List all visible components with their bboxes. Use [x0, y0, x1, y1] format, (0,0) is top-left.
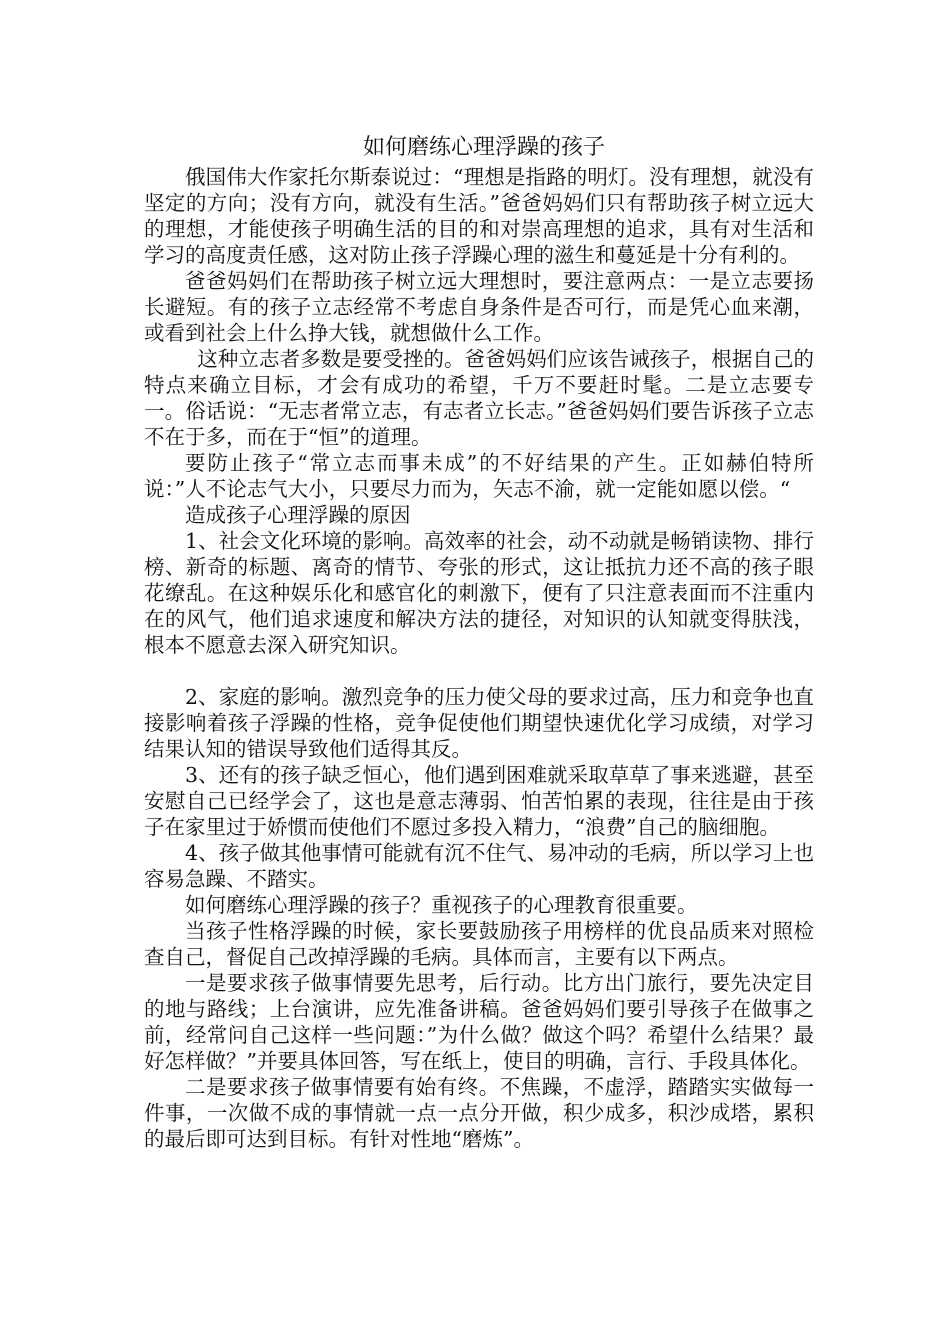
document-body [144, 130, 814, 1152]
paragraph-1: 俄国伟大作家托尔斯泰说过：“理想是指路的明灯。没有理想，就没有坚定的方向；没有方向，就没有生活。”爸爸妈妈们只有帮助孩子树立远大的理想，才能使孩子明确生活的目的和对崇高理想的追求，具有对生活和学习的高度责任感，这对防止孩子浮躁心理的滋生和蔓延是十分有利的。 [144, 165, 814, 267]
document-title: 如何磨练心理浮躁的孩子 [362, 135, 605, 160]
cause-item-3: 3、还有的孩子缺乏恒心，他们遇到困难就采取草草了事来逃避，甚至安慰自己已经学会了，这也是意志薄弱、怕苦怕累的表现，往往是由于孩子在家里过于娇惯而使他们不愿过多投入精力，“浪费”自己的脑细胞。 [144, 763, 814, 839]
paragraph-3: 这种立志者多数是要受挫的。爸爸妈妈们应该告诫孩子，根据自己的特点来确立目标，才会有成功的希望，千万不要赶时髦。二是立志要专一。俗话说：“无志者常立志，有志者立长志。”爸爸妈妈们要告诉孩子立志不在于多，而在于“恒”的道理。 [144, 347, 814, 449]
cause-item-1: 1、社会文化环境的影响。高效率的社会，动不动就是畅销读物、排行榜、新奇的标题、离奇的情节、夸张的形式，这让抵抗力还不高的孩子眼花缭乱。在这种娱乐化和感官化的刺激下，便有了只注意表面而不注重内在的风气，他们追求速度和解决方法的捷径，对知识的认知就变得肤浅，根本不愿意去深入研究知识。 [144, 529, 814, 657]
paragraph-question: 如何磨练心理浮躁的孩子？重视孩子的心理教育很重要。 [185, 893, 698, 917]
paragraph-4: 要防止孩子“常立志而事未成”的不好结果的产生。正如赫伯特所说：”人不论志气大小，只要尽力而为，矢志不渝，就一定能如愿以偿。“ [144, 451, 814, 501]
blank-line [144, 658, 814, 684]
advice-point-2: 二是要求孩子做事情要有始有终。不焦躁，不虚浮，踏踏实实做每一件事，一次做不成的事情就一点一点分开做，积少成多，积沙成塔，累积的最后即可达到目标。有针对性地“磨炼”。 [144, 1075, 814, 1151]
section-heading-causes: 造成孩子心理浮躁的原因 [185, 503, 411, 527]
advice-point-1: 一是要求孩子做事情要先思考，后行动。比方出门旅行，要先决定目的地与路线；上台演讲，应先准备讲稿。爸爸妈妈们要引导孩子在做事之前，经常问自己这样一些问题：”为什么做？做这个吗？希望什么结果？最好怎样做？”并要具体回答，写在纸上，使目的明确，言行、手段具体化。 [144, 971, 814, 1073]
paragraph-2: 爸爸妈妈们在帮助孩子树立远大理想时，要注意两点：一是立志要扬长避短。有的孩子立志经常不考虑自身条件是否可行，而是凭心血来潮，或看到社会上什么挣大钱，就想做什么工作。 [144, 269, 814, 345]
paragraph-advice: 当孩子性格浮躁的时候，家长要鼓励孩子用榜样的优良品质来对照检查自己，督促自己改掉浮躁的毛病。具体而言，主要有以下两点。 [144, 919, 814, 969]
cause-item-2: 2、家庭的影响。激烈竞争的压力使父母的要求过高，压力和竞争也直接影响着孩子浮躁的性格，竞争促使他们期望快速优化学习成绩，对学习结果认知的错误导致他们适得其反。 [144, 685, 814, 761]
cause-item-4: 4、孩子做其他事情可能就有沉不住气、易冲动的毛病，所以学习上也容易急躁、不踏实。 [144, 841, 814, 891]
